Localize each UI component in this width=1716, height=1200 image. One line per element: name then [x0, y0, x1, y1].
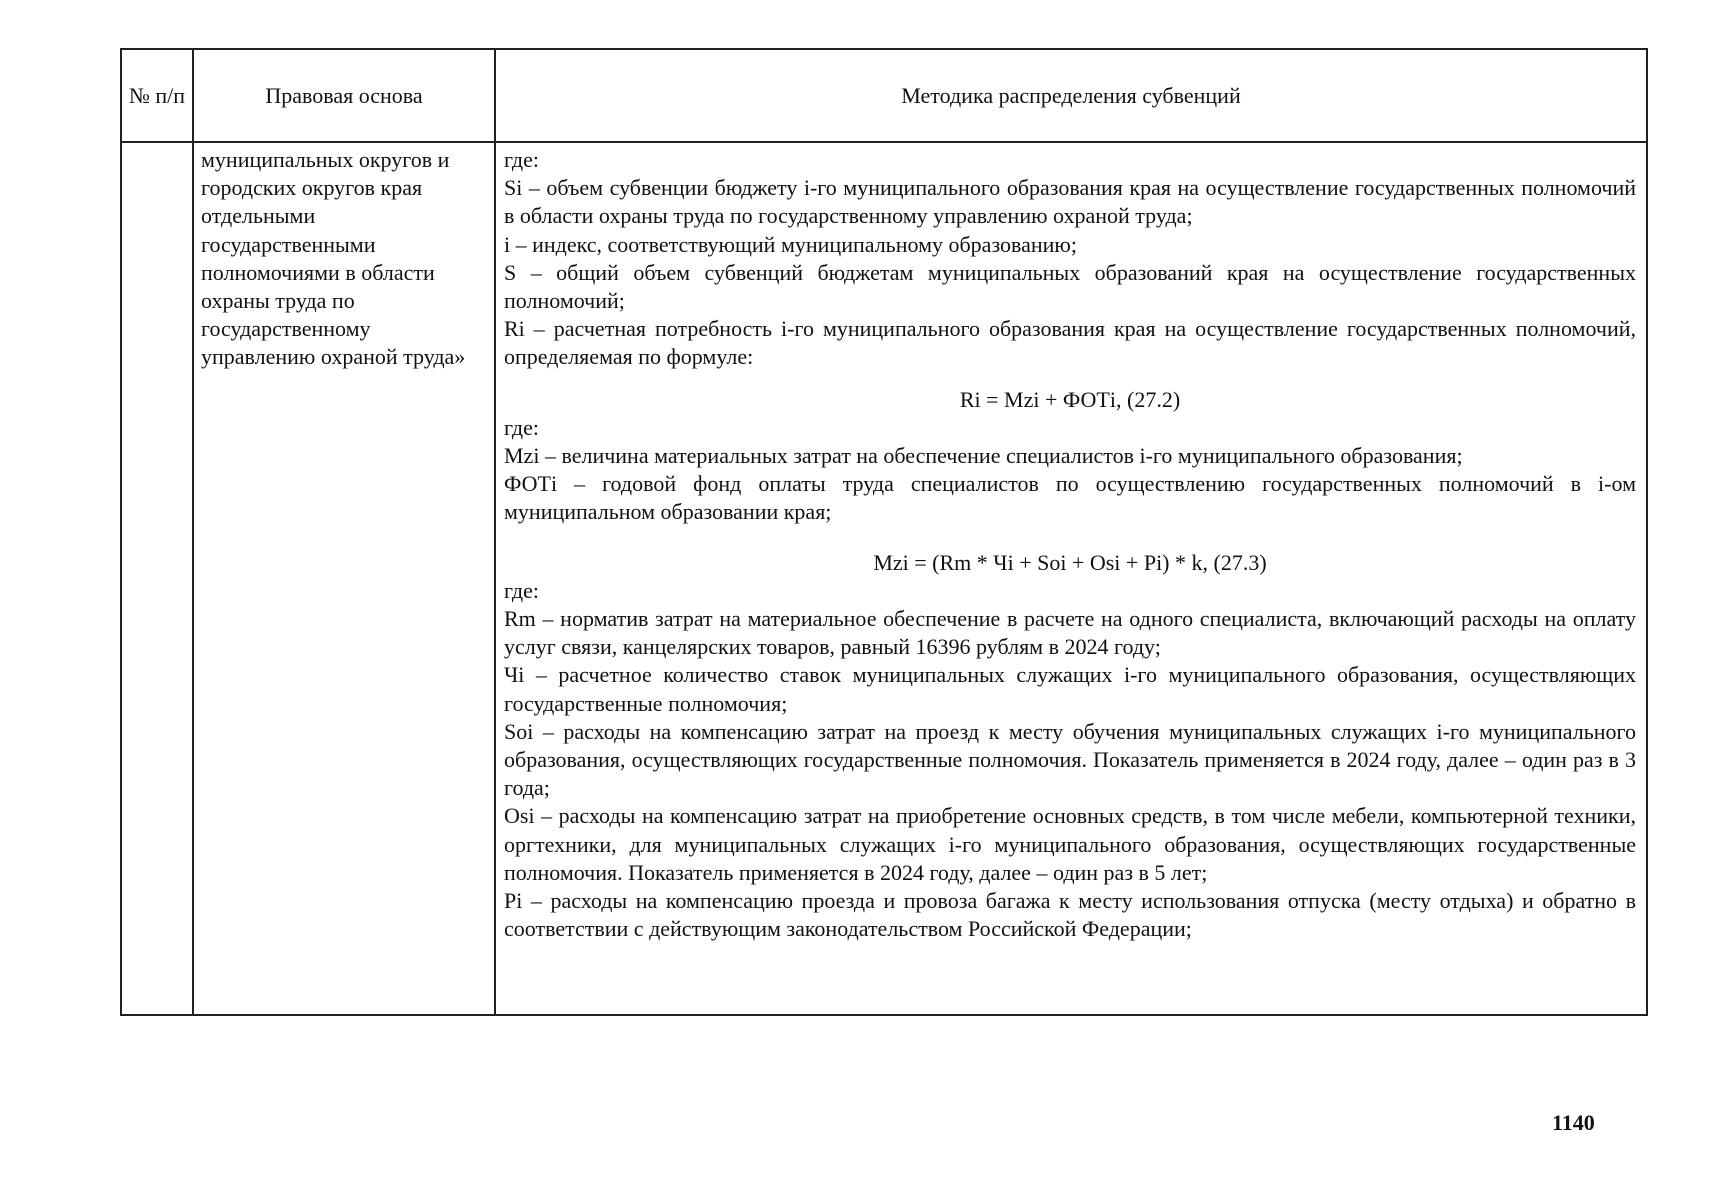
- definition-osi: Osi – расходы на компенсацию затрат на приобретение основных средств, в том числе мебели, компьютерной техники, оргтехники, для муниципальных служащих i-го муниципального образования, осуществляющих государственные полномочия. Показатель применяется в 2024 году, далее – один раз в 5 лет;: [504, 803, 1636, 885]
- legal-basis-cell: муниципальных округов и городских округов края отдельными государственными полномочиями в области охраны труда по государственному управлению охраной труда»: [201, 147, 466, 370]
- definition-mzi: Mzi – величина материальных затрат на обеспечение специалистов i-го муниципального образования;: [504, 443, 1463, 469]
- column-divider: [192, 50, 194, 1014]
- formula-27-2: Ri = Mzi + ФОТi, (27.2): [959, 386, 1181, 412]
- header-legal-basis: Правовая основа: [265, 82, 423, 108]
- where-label: где:: [504, 577, 539, 603]
- header-divider: [122, 141, 1646, 143]
- definition-soi: Soi – расходы на компенсацию затрат на проезд к месту обучения муниципальных служащих i-го муниципального образования, осуществляющих государственные полномочия. Показатель применяется в 2024 году, далее – один раз в 3 года;: [504, 718, 1636, 801]
- column-divider: [494, 50, 496, 1014]
- definition-s: S – общий объем субвенций бюджетам муниципальных образований края на осуществление государственных полномочий;: [504, 259, 1636, 314]
- definition-ri: Ri – расчетная потребность i-го муниципального образования края на осуществление государственных полномочий, определяемая по формуле:: [504, 316, 1636, 370]
- where-label: где:: [504, 414, 539, 440]
- formula-27-3: Mzi = (Rm * Чi + Soi + Osi + Pi) * k, (27.3): [873, 549, 1267, 575]
- definition-chi: Чi – расчетное количество ставок муниципальных служащих i-го муниципального образования, осуществляющих государственные полномочия;: [504, 662, 1636, 716]
- definition-rm: Rm – норматив затрат на материальное обеспечение в расчете на одного специалиста, включающий расходы на оплату услуг связи, канцелярских товаров, равный 16396 рублям в 2024 году;: [504, 606, 1636, 660]
- header-methodology: Методика распределения субвенций: [901, 82, 1241, 108]
- definition-pi: Pi – расходы на компенсацию проезда и провоза багажа к месту использования отпуска (месту отдыха) и обратно в соответствии с действующим законодательством Российской Федерации;: [504, 888, 1636, 942]
- definition-i: i – индекс, соответствующий муниципальному образованию;: [504, 231, 1077, 257]
- methodology-cell: [504, 146, 1636, 943]
- definition-si: Si – объем субвенции бюджету i-го муниципального образования края на осуществление государственных полномочий в области охраны труда по государственному управлению охраной труда;: [504, 175, 1636, 229]
- document-table: [120, 48, 1648, 1016]
- where-label: где:: [504, 147, 539, 172]
- definition-foti: ФОТi – годовой фонд оплаты труда специалистов по осуществлению государственных полномочий в i-ом муниципальном образовании края;: [504, 471, 1636, 525]
- header-number: № п/п: [128, 82, 186, 108]
- page-number: 1140: [1552, 1110, 1595, 1135]
